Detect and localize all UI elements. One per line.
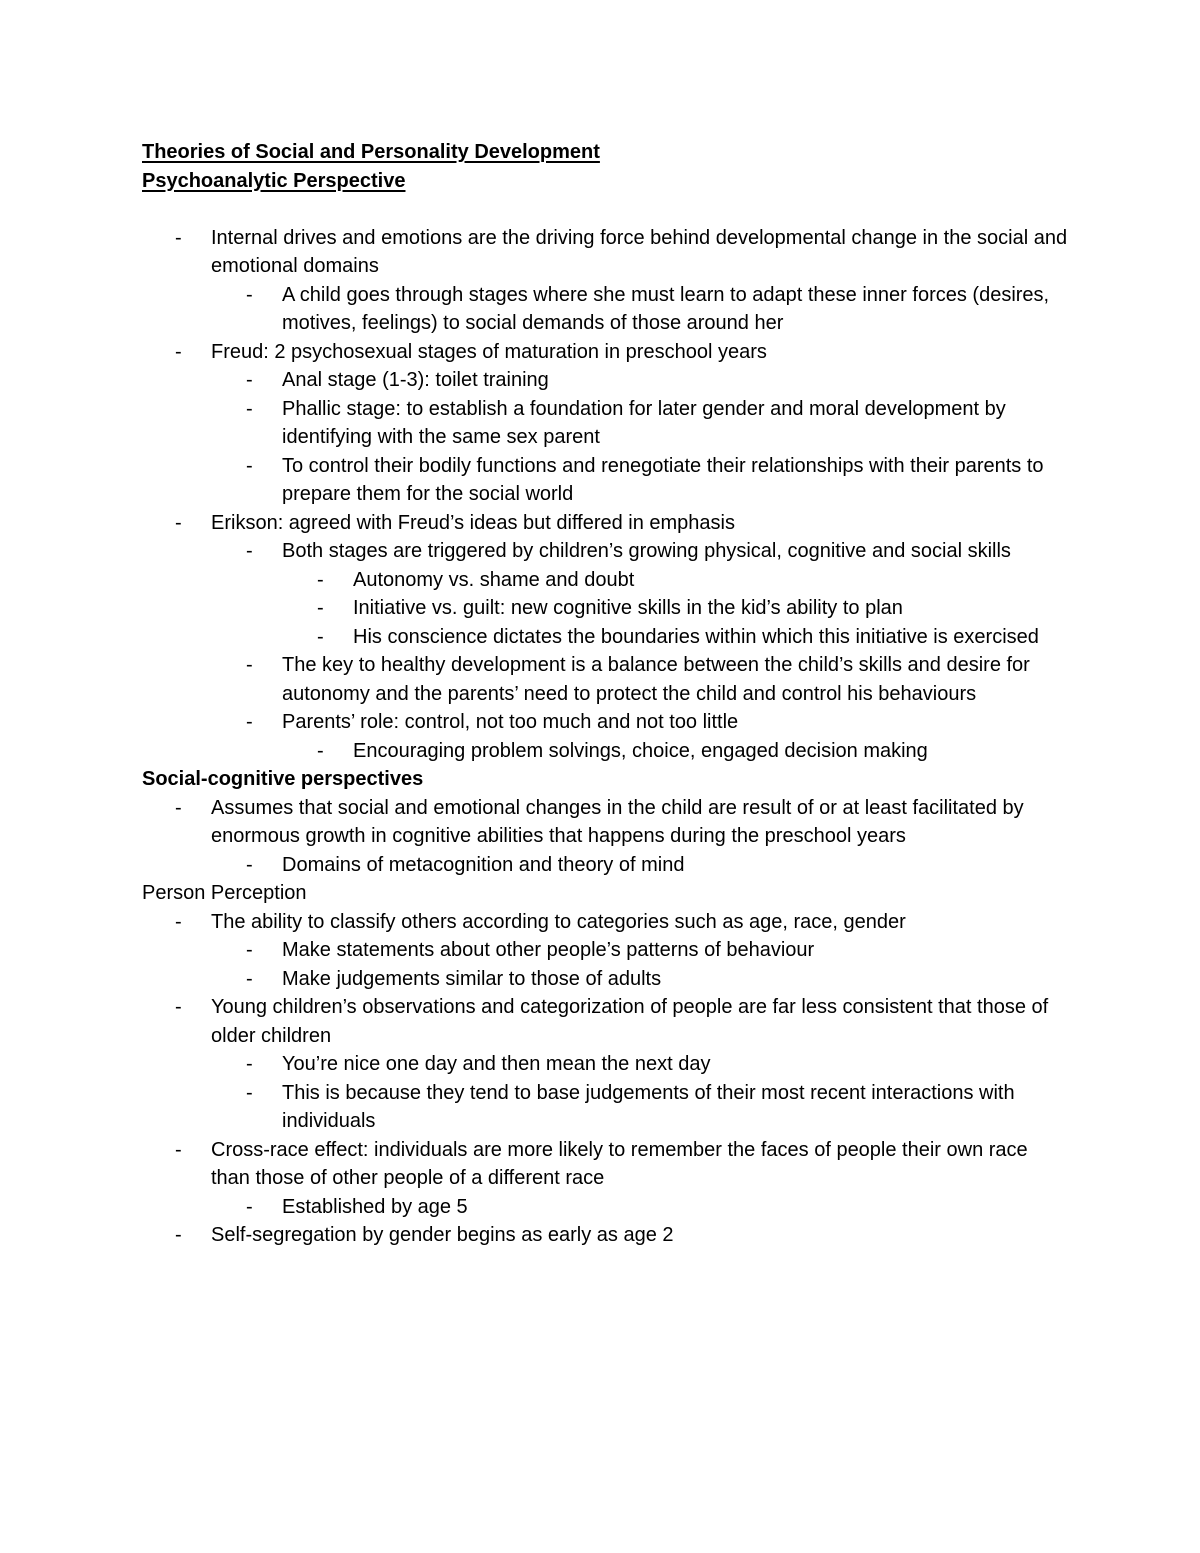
bullet-dash-icon: - bbox=[175, 1138, 182, 1161]
section-heading: Person Perception bbox=[142, 882, 307, 904]
bullet-dash-icon: - bbox=[246, 369, 253, 391]
list-item bbox=[142, 366, 1072, 395]
bullet-dash-icon: - bbox=[246, 1053, 253, 1075]
list-item-text: Cross-race effect: individuals are more likely to remember the faces of people their own race than those of other people of a different race bbox=[211, 1138, 1028, 1189]
list-item-text: Anal stage (1-3): toilet training bbox=[282, 369, 549, 391]
bullet-dash-icon: - bbox=[246, 1081, 253, 1104]
bullet-dash-icon: - bbox=[246, 1195, 253, 1218]
list-item bbox=[142, 537, 1072, 566]
bullet-dash-icon: - bbox=[246, 853, 253, 876]
bullet-dash-icon: - bbox=[175, 910, 182, 933]
list-item bbox=[142, 594, 1072, 623]
list-item-text: Both stages are triggered by children’s growing physical, cognitive and social skills bbox=[282, 540, 1011, 562]
bullet-dash-icon: - bbox=[317, 625, 324, 648]
bullet-dash-icon: - bbox=[175, 1224, 182, 1246]
bullet-dash-icon: - bbox=[175, 796, 182, 819]
list-item-text: A child goes through stages where she must learn to adapt these inner forces (desires, motives, feelings) to social demands of those around her bbox=[282, 283, 1050, 334]
list-item-text: His conscience dictates the boundaries within which this initiative is exercised bbox=[353, 625, 1039, 648]
list-item-text: Internal drives and emotions are the driving force behind developmental change in the social and emotional domains bbox=[211, 226, 1068, 277]
bullet-dash-icon: - bbox=[246, 283, 253, 306]
list-item-text: The key to healthy development is a balance between the child’s skills and desire for autonomy and the parents’ need to protect the child and control his behaviours bbox=[282, 654, 1030, 705]
list-item bbox=[142, 1079, 1072, 1136]
bullet-dash-icon: - bbox=[317, 568, 324, 591]
list-item-text: Autonomy vs. shame and doubt bbox=[353, 568, 635, 591]
list-item bbox=[142, 993, 1072, 1050]
bullet-dash-icon: - bbox=[246, 939, 253, 961]
list-item-text: Make judgements similar to those of adults bbox=[282, 967, 662, 990]
list-item bbox=[142, 224, 1072, 281]
list-item-text: Domains of metacognition and theory of mind bbox=[282, 853, 685, 876]
list-item bbox=[142, 281, 1072, 338]
list-item-text: Young children’s observations and categorization of people are far less consistent that those of older children bbox=[211, 996, 1049, 1047]
document-body bbox=[142, 167, 1072, 1250]
list-item-text: Freud: 2 psychosexual stages of maturation in preschool years bbox=[211, 340, 767, 363]
list-item bbox=[142, 794, 1072, 851]
section-heading: Social-cognitive perspectives bbox=[142, 768, 424, 790]
list-item-text: Erikson: agreed with Freud’s ideas but differed in emphasis bbox=[211, 511, 735, 534]
bullet-dash-icon: - bbox=[246, 397, 253, 420]
list-item bbox=[142, 1050, 1072, 1079]
bullet-dash-icon: - bbox=[175, 340, 182, 363]
bullet-dash-icon: - bbox=[317, 739, 324, 762]
list-item bbox=[142, 708, 1072, 737]
blank-line bbox=[142, 195, 1072, 224]
section-heading: Psychoanalytic Perspective bbox=[142, 169, 406, 192]
document-page bbox=[142, 138, 1072, 1250]
list-item-text: This is because they tend to base judgements of their most recent interactions with individuals bbox=[282, 1081, 1015, 1132]
list-item-text: Phallic stage: to establish a foundation for later gender and moral development by identifying with the same sex parent bbox=[282, 397, 1006, 448]
list-item bbox=[142, 1136, 1072, 1193]
list-item bbox=[142, 936, 1072, 965]
list-item bbox=[142, 452, 1072, 509]
list-item-text: Initiative vs. guilt: new cognitive skills in the kid’s ability to plan bbox=[353, 597, 903, 619]
bullet-dash-icon: - bbox=[246, 967, 253, 990]
list-item-text: The ability to classify others according to categories such as age, race, gender bbox=[211, 910, 906, 933]
list-item-text: Encouraging problem solvings, choice, engaged decision making bbox=[353, 739, 928, 762]
bullet-dash-icon: - bbox=[317, 597, 324, 619]
list-item bbox=[142, 851, 1072, 880]
list-item bbox=[142, 908, 1072, 937]
list-item bbox=[142, 737, 1072, 766]
bullet-dash-icon: - bbox=[246, 540, 253, 562]
list-item bbox=[142, 1221, 1072, 1250]
list-item-text: Make statements about other people’s patterns of behaviour bbox=[282, 939, 815, 961]
bullet-dash-icon: - bbox=[175, 511, 182, 534]
list-item-text: Self-segregation by gender begins as early as age 2 bbox=[211, 1224, 674, 1246]
bullet-dash-icon: - bbox=[246, 711, 253, 733]
list-item bbox=[142, 965, 1072, 994]
list-item bbox=[142, 651, 1072, 708]
list-item bbox=[142, 566, 1072, 595]
list-item-text: To control their bodily functions and renegotiate their relationships with their parents to prepare them for the social world bbox=[282, 454, 1044, 505]
bullet-dash-icon: - bbox=[175, 996, 182, 1018]
list-item-text: Established by age 5 bbox=[282, 1195, 468, 1218]
list-item bbox=[142, 623, 1072, 652]
list-item-text: Assumes that social and emotional changes in the child are result of or at least facilitated by enormous growth in cognitive abilities that happens during the preschool years bbox=[211, 796, 1024, 847]
document-title: Theories of Social and Personality Development bbox=[142, 141, 600, 163]
list-item bbox=[142, 1193, 1072, 1222]
bullet-dash-icon: - bbox=[246, 654, 253, 676]
list-item bbox=[142, 395, 1072, 452]
list-item bbox=[142, 338, 1072, 367]
list-item bbox=[142, 509, 1072, 538]
bullet-dash-icon: - bbox=[246, 454, 253, 477]
bullet-dash-icon: - bbox=[175, 226, 182, 249]
list-item-text: Parents’ role: control, not too much and not too little bbox=[282, 711, 739, 733]
list-item-text: You’re nice one day and then mean the next day bbox=[282, 1053, 711, 1075]
